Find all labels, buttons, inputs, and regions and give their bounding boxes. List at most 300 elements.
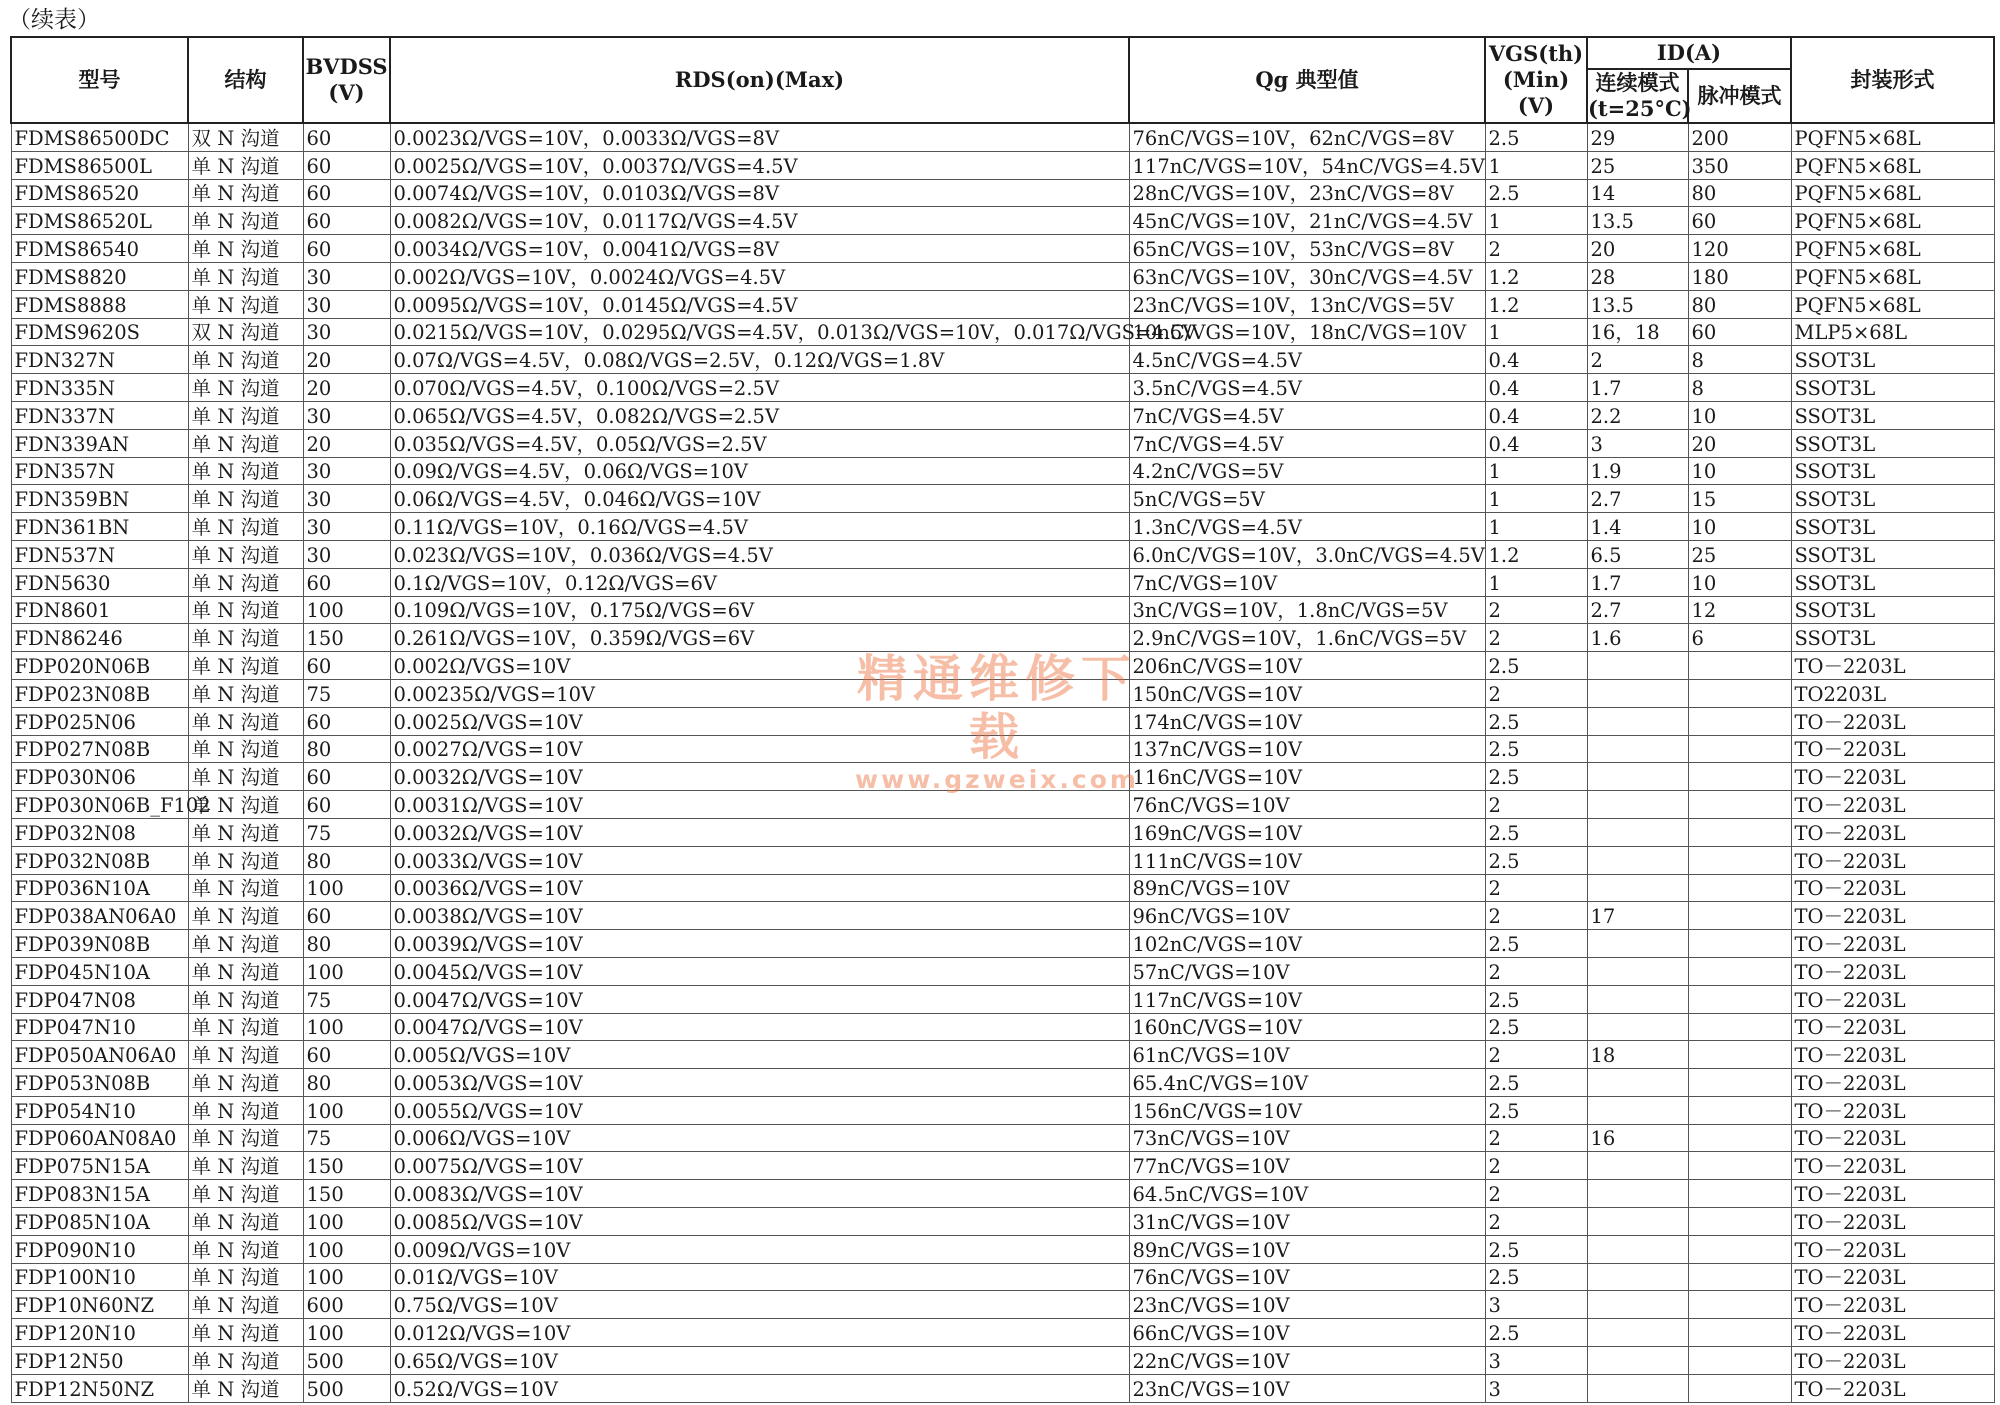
table-row <box>11 540 1994 568</box>
id-pulse-cell <box>1688 1208 1791 1236</box>
bvdss-cell: 100 <box>303 1263 390 1291</box>
id-pulse-cell <box>1688 1124 1791 1152</box>
table-row <box>11 318 1994 346</box>
id-pulse-cell: 12 <box>1688 596 1791 624</box>
table-row <box>11 985 1994 1013</box>
qg-cell: 89nC/VGS=10V <box>1129 874 1485 902</box>
package-cell: TO－2203L <box>1791 1013 1994 1041</box>
package-cell: TO－2203L <box>1791 1291 1994 1319</box>
package-cell: PQFN5×68L <box>1791 123 1994 151</box>
model-cell: FDP023N08B <box>11 679 188 707</box>
id-pulse-cell <box>1688 652 1791 680</box>
structure-cell: 单 N 沟道 <box>188 1374 303 1402</box>
structure-cell: 单 N 沟道 <box>188 679 303 707</box>
bvdss-cell: 30 <box>303 540 390 568</box>
package-cell: SSOT3L <box>1791 596 1994 624</box>
id-continuous-cell <box>1587 1347 1688 1375</box>
qg-cell: 160nC/VGS=10V <box>1129 1013 1485 1041</box>
structure-cell: 单 N 沟道 <box>188 1069 303 1097</box>
bvdss-cell: 100 <box>303 1235 390 1263</box>
qg-cell: 89nC/VGS=10V <box>1129 1235 1485 1263</box>
qg-cell: 150nC/VGS=10V <box>1129 679 1485 707</box>
bvdss-cell: 600 <box>303 1291 390 1319</box>
id-pulse-cell <box>1688 707 1791 735</box>
vgs-cell: 2.5 <box>1485 707 1587 735</box>
table-caption: （续表） <box>8 7 100 33</box>
qg-cell: 10nC/VGS=10V，18nC/VGS=10V <box>1129 318 1485 346</box>
id-pulse-cell: 10 <box>1688 457 1791 485</box>
package-cell: SSOT3L <box>1791 457 1994 485</box>
model-cell: FDN537N <box>11 540 188 568</box>
structure-cell: 单 N 沟道 <box>188 1041 303 1069</box>
vgs-cell: 3 <box>1485 1374 1587 1402</box>
id-continuous-cell: 29 <box>1587 123 1688 151</box>
vgs-cell: 1.2 <box>1485 262 1587 290</box>
table-row <box>11 1208 1994 1236</box>
vgs-cell: 2 <box>1485 235 1587 263</box>
rds-cell: 0.0023Ω/VGS=10V，0.0033Ω/VGS=8V <box>390 123 1129 151</box>
bvdss-cell: 100 <box>303 957 390 985</box>
table-row <box>11 735 1994 763</box>
qg-cell: 7nC/VGS=4.5V <box>1129 401 1485 429</box>
rds-cell: 0.0025Ω/VGS=10V <box>390 707 1129 735</box>
id-continuous-cell <box>1587 707 1688 735</box>
table-row <box>11 846 1994 874</box>
structure-cell: 单 N 沟道 <box>188 791 303 819</box>
id-continuous-cell <box>1587 874 1688 902</box>
id-continuous-cell <box>1587 1263 1688 1291</box>
structure-cell: 单 N 沟道 <box>188 902 303 930</box>
package-cell: TO－2203L <box>1791 957 1994 985</box>
bvdss-cell: 60 <box>303 902 390 930</box>
structure-cell: 单 N 沟道 <box>188 930 303 958</box>
package-cell: PQFN5×68L <box>1791 290 1994 318</box>
table-row <box>11 262 1994 290</box>
model-cell: FDMS86520 <box>11 179 188 207</box>
table-row <box>11 1124 1994 1152</box>
id-pulse-cell: 6 <box>1688 624 1791 652</box>
model-cell: FDN361BN <box>11 513 188 541</box>
structure-cell: 单 N 沟道 <box>188 596 303 624</box>
id-pulse-cell <box>1688 1319 1791 1347</box>
id-pulse-cell <box>1688 1152 1791 1180</box>
structure-cell: 单 N 沟道 <box>188 874 303 902</box>
model-cell: FDP075N15A <box>11 1152 188 1180</box>
id-continuous-cell <box>1587 930 1688 958</box>
vgs-cell: 3 <box>1485 1347 1587 1375</box>
structure-cell: 单 N 沟道 <box>188 290 303 318</box>
rds-cell: 0.0083Ω/VGS=10V <box>390 1180 1129 1208</box>
id-pulse-cell: 25 <box>1688 540 1791 568</box>
vgs-cell: 2 <box>1485 1180 1587 1208</box>
bvdss-cell: 500 <box>303 1347 390 1375</box>
header-id: ID(A) <box>1587 37 1791 69</box>
rds-cell: 0.065Ω/VGS=4.5V，0.082Ω/VGS=2.5V <box>390 401 1129 429</box>
table-row <box>11 1180 1994 1208</box>
rds-cell: 0.0038Ω/VGS=10V <box>390 902 1129 930</box>
rds-cell: 0.0075Ω/VGS=10V <box>390 1152 1129 1180</box>
bvdss-cell: 30 <box>303 318 390 346</box>
vgs-cell: 1 <box>1485 207 1587 235</box>
id-pulse-cell <box>1688 985 1791 1013</box>
table-row <box>11 1013 1994 1041</box>
rds-cell: 0.09Ω/VGS=4.5V，0.06Ω/VGS=10V <box>390 457 1129 485</box>
rds-cell: 0.06Ω/VGS=4.5V，0.046Ω/VGS=10V <box>390 485 1129 513</box>
bvdss-cell: 150 <box>303 1152 390 1180</box>
model-cell: FDP100N10 <box>11 1263 188 1291</box>
qg-cell: 45nC/VGS=10V，21nC/VGS=4.5V <box>1129 207 1485 235</box>
id-continuous-cell <box>1587 652 1688 680</box>
qg-cell: 73nC/VGS=10V <box>1129 1124 1485 1152</box>
table-row <box>11 1347 1994 1375</box>
qg-cell: 3.5nC/VGS=4.5V <box>1129 374 1485 402</box>
table-row <box>11 151 1994 179</box>
vgs-cell: 2.5 <box>1485 1096 1587 1124</box>
id-continuous-cell: 28 <box>1587 262 1688 290</box>
model-cell: FDP025N06 <box>11 707 188 735</box>
qg-cell: 96nC/VGS=10V <box>1129 902 1485 930</box>
id-pulse-cell <box>1688 1374 1791 1402</box>
bvdss-cell: 75 <box>303 679 390 707</box>
id-continuous-cell: 1.4 <box>1587 513 1688 541</box>
qg-cell: 137nC/VGS=10V <box>1129 735 1485 763</box>
id-pulse-cell <box>1688 846 1791 874</box>
vgs-cell: 2 <box>1485 791 1587 819</box>
rds-cell: 0.005Ω/VGS=10V <box>390 1041 1129 1069</box>
table-row <box>11 1096 1994 1124</box>
table-row <box>11 679 1994 707</box>
header-id-pulse: 脉冲模式 <box>1688 69 1791 123</box>
id-continuous-cell <box>1587 1013 1688 1041</box>
qg-cell: 156nC/VGS=10V <box>1129 1096 1485 1124</box>
bvdss-cell: 60 <box>303 1041 390 1069</box>
bvdss-cell: 30 <box>303 485 390 513</box>
qg-cell: 76nC/VGS=10V <box>1129 791 1485 819</box>
rds-cell: 0.0039Ω/VGS=10V <box>390 930 1129 958</box>
vgs-cell: 2 <box>1485 1152 1587 1180</box>
rds-cell: 0.006Ω/VGS=10V <box>390 1124 1129 1152</box>
structure-cell: 单 N 沟道 <box>188 846 303 874</box>
model-cell: FDN86246 <box>11 624 188 652</box>
vgs-cell: 1 <box>1485 318 1587 346</box>
rds-cell: 0.0034Ω/VGS=10V，0.0041Ω/VGS=8V <box>390 235 1129 263</box>
header-bvdss-unit: (V) <box>328 80 365 105</box>
rds-cell: 0.0215Ω/VGS=10V，0.0295Ω/VGS=4.5V，0.013Ω/VGS=10V，0.017Ω/VGS=4.5V <box>390 318 1129 346</box>
vgs-cell: 0.4 <box>1485 401 1587 429</box>
model-cell: FDP090N10 <box>11 1235 188 1263</box>
vgs-cell: 2.5 <box>1485 1263 1587 1291</box>
structure-cell: 单 N 沟道 <box>188 151 303 179</box>
id-pulse-cell <box>1688 1235 1791 1263</box>
rds-cell: 0.0032Ω/VGS=10V <box>390 818 1129 846</box>
table-row <box>11 429 1994 457</box>
bvdss-cell: 60 <box>303 568 390 596</box>
vgs-cell: 2.5 <box>1485 763 1587 791</box>
id-pulse-cell: 80 <box>1688 290 1791 318</box>
qg-cell: 4.2nC/VGS=5V <box>1129 457 1485 485</box>
id-continuous-cell: 2.7 <box>1587 596 1688 624</box>
vgs-cell: 1 <box>1485 568 1587 596</box>
id-continuous-cell <box>1587 957 1688 985</box>
model-cell: FDP10N60NZ <box>11 1291 188 1319</box>
vgs-cell: 1 <box>1485 151 1587 179</box>
bvdss-cell: 20 <box>303 429 390 457</box>
bvdss-cell: 60 <box>303 763 390 791</box>
bvdss-cell: 20 <box>303 346 390 374</box>
qg-cell: 61nC/VGS=10V <box>1129 1041 1485 1069</box>
model-cell: FDMS86500L <box>11 151 188 179</box>
structure-cell: 单 N 沟道 <box>188 1347 303 1375</box>
id-continuous-cell <box>1587 985 1688 1013</box>
vgs-cell: 2.5 <box>1485 1235 1587 1263</box>
id-pulse-cell: 15 <box>1688 485 1791 513</box>
id-pulse-cell <box>1688 1041 1791 1069</box>
id-continuous-cell <box>1587 1374 1688 1402</box>
rds-cell: 0.0032Ω/VGS=10V <box>390 763 1129 791</box>
id-pulse-cell: 180 <box>1688 262 1791 290</box>
rds-cell: 0.75Ω/VGS=10V <box>390 1291 1129 1319</box>
id-continuous-cell: 2.7 <box>1587 485 1688 513</box>
vgs-cell: 2.5 <box>1485 846 1587 874</box>
bvdss-cell: 30 <box>303 290 390 318</box>
structure-cell: 单 N 沟道 <box>188 1291 303 1319</box>
qg-cell: 7nC/VGS=4.5V <box>1129 429 1485 457</box>
id-pulse-cell <box>1688 791 1791 819</box>
bvdss-cell: 30 <box>303 513 390 541</box>
model-cell: FDN359BN <box>11 485 188 513</box>
qg-cell: 76nC/VGS=10V <box>1129 1263 1485 1291</box>
rds-cell: 0.012Ω/VGS=10V <box>390 1319 1129 1347</box>
vgs-cell: 2.5 <box>1485 1319 1587 1347</box>
package-cell: TO2203L <box>1791 679 1994 707</box>
bvdss-cell: 60 <box>303 707 390 735</box>
id-pulse-cell: 200 <box>1688 123 1791 151</box>
table-row <box>11 957 1994 985</box>
vgs-cell: 2 <box>1485 1041 1587 1069</box>
table-row <box>11 652 1994 680</box>
package-cell: PQFN5×68L <box>1791 151 1994 179</box>
vgs-cell: 2.5 <box>1485 179 1587 207</box>
structure-cell: 单 N 沟道 <box>188 429 303 457</box>
package-cell: SSOT3L <box>1791 568 1994 596</box>
header-vgs <box>1485 37 1587 123</box>
model-cell: FDP039N08B <box>11 930 188 958</box>
qg-cell: 66nC/VGS=10V <box>1129 1319 1485 1347</box>
model-cell: FDP054N10 <box>11 1096 188 1124</box>
package-cell: SSOT3L <box>1791 429 1994 457</box>
structure-cell: 单 N 沟道 <box>188 235 303 263</box>
id-pulse-cell: 350 <box>1688 151 1791 179</box>
table-row <box>11 1069 1994 1097</box>
package-cell: SSOT3L <box>1791 485 1994 513</box>
bvdss-cell: 500 <box>303 1374 390 1402</box>
structure-cell: 单 N 沟道 <box>188 485 303 513</box>
qg-cell: 77nC/VGS=10V <box>1129 1152 1485 1180</box>
bvdss-cell: 150 <box>303 1180 390 1208</box>
package-cell: SSOT3L <box>1791 540 1994 568</box>
id-pulse-cell: 10 <box>1688 513 1791 541</box>
model-cell: FDP027N08B <box>11 735 188 763</box>
vgs-cell: 2 <box>1485 1208 1587 1236</box>
id-pulse-cell <box>1688 735 1791 763</box>
table-row <box>11 1235 1994 1263</box>
bvdss-cell: 100 <box>303 1013 390 1041</box>
package-cell: TO－2203L <box>1791 874 1994 902</box>
structure-cell: 单 N 沟道 <box>188 262 303 290</box>
qg-cell: 102nC/VGS=10V <box>1129 930 1485 958</box>
rds-cell: 0.261Ω/VGS=10V，0.359Ω/VGS=6V <box>390 624 1129 652</box>
model-cell: FDP030N06B_F102 <box>11 791 188 819</box>
vgs-cell: 1 <box>1485 457 1587 485</box>
id-continuous-cell <box>1587 1319 1688 1347</box>
package-cell: SSOT3L <box>1791 624 1994 652</box>
bvdss-cell: 80 <box>303 930 390 958</box>
rds-cell: 0.07Ω/VGS=4.5V，0.08Ω/VGS=2.5V，0.12Ω/VGS=1.8V <box>390 346 1129 374</box>
bvdss-cell: 100 <box>303 1208 390 1236</box>
qg-cell: 23nC/VGS=10V <box>1129 1291 1485 1319</box>
table-row <box>11 624 1994 652</box>
id-continuous-cell <box>1587 1208 1688 1236</box>
vgs-cell: 2.5 <box>1485 123 1587 151</box>
bvdss-cell: 30 <box>303 262 390 290</box>
rds-cell: 0.0025Ω/VGS=10V，0.0037Ω/VGS=4.5V <box>390 151 1129 179</box>
structure-cell: 单 N 沟道 <box>188 401 303 429</box>
bvdss-cell: 20 <box>303 374 390 402</box>
model-cell: FDN339AN <box>11 429 188 457</box>
package-cell: SSOT3L <box>1791 401 1994 429</box>
rds-cell: 0.0036Ω/VGS=10V <box>390 874 1129 902</box>
bvdss-cell: 75 <box>303 1124 390 1152</box>
id-pulse-cell: 10 <box>1688 401 1791 429</box>
package-cell: TO－2203L <box>1791 1347 1994 1375</box>
rds-cell: 0.1Ω/VGS=10V，0.12Ω/VGS=6V <box>390 568 1129 596</box>
rds-cell: 0.0031Ω/VGS=10V <box>390 791 1129 819</box>
package-cell: TO－2203L <box>1791 1180 1994 1208</box>
vgs-cell: 2 <box>1485 679 1587 707</box>
package-cell: TO－2203L <box>1791 1124 1994 1152</box>
package-cell: TO－2203L <box>1791 985 1994 1013</box>
vgs-cell: 1 <box>1485 513 1587 541</box>
id-continuous-cell: 17 <box>1587 902 1688 930</box>
structure-cell: 单 N 沟道 <box>188 346 303 374</box>
table-row <box>11 290 1994 318</box>
structure-cell: 单 N 沟道 <box>188 568 303 596</box>
structure-cell: 单 N 沟道 <box>188 1319 303 1347</box>
structure-cell: 单 N 沟道 <box>188 457 303 485</box>
id-pulse-cell: 10 <box>1688 568 1791 596</box>
header-vgs-label: VGS(th) <box>1488 41 1584 66</box>
structure-cell: 单 N 沟道 <box>188 985 303 1013</box>
id-continuous-cell: 1.7 <box>1587 374 1688 402</box>
package-cell: TO－2203L <box>1791 1319 1994 1347</box>
id-pulse-cell: 8 <box>1688 374 1791 402</box>
package-cell: TO－2203L <box>1791 1069 1994 1097</box>
id-continuous-cell <box>1587 1291 1688 1319</box>
structure-cell: 双 N 沟道 <box>188 318 303 346</box>
qg-cell: 2.9nC/VGS=10V，1.6nC/VGS=5V <box>1129 624 1485 652</box>
package-cell: TO－2203L <box>1791 791 1994 819</box>
structure-cell: 单 N 沟道 <box>188 1263 303 1291</box>
model-cell: FDN357N <box>11 457 188 485</box>
id-continuous-cell: 14 <box>1587 179 1688 207</box>
id-pulse-cell <box>1688 818 1791 846</box>
model-cell: FDMS86500DC <box>11 123 188 151</box>
vgs-cell: 1 <box>1485 485 1587 513</box>
bvdss-cell: 60 <box>303 123 390 151</box>
id-continuous-cell <box>1587 763 1688 791</box>
id-continuous-cell <box>1587 679 1688 707</box>
id-pulse-cell <box>1688 1263 1791 1291</box>
id-pulse-cell <box>1688 679 1791 707</box>
header-id-continuous <box>1587 69 1692 123</box>
id-pulse-cell: 8 <box>1688 346 1791 374</box>
header-bvdss-label: BVDSS <box>305 54 388 79</box>
vgs-cell: 2.5 <box>1485 652 1587 680</box>
table-row <box>11 1152 1994 1180</box>
table-row <box>11 1374 1994 1402</box>
id-pulse-cell <box>1688 902 1791 930</box>
structure-cell: 单 N 沟道 <box>188 1124 303 1152</box>
model-cell: FDP12N50 <box>11 1347 188 1375</box>
model-cell: FDP020N06B <box>11 652 188 680</box>
package-cell: TO－2203L <box>1791 1152 1994 1180</box>
package-cell: SSOT3L <box>1791 346 1994 374</box>
model-cell: FDN8601 <box>11 596 188 624</box>
id-continuous-cell: 16，18 <box>1587 318 1688 346</box>
model-cell: FDMS8888 <box>11 290 188 318</box>
structure-cell: 单 N 沟道 <box>188 1208 303 1236</box>
rds-cell: 0.0047Ω/VGS=10V <box>390 1013 1129 1041</box>
qg-cell: 28nC/VGS=10V，23nC/VGS=8V <box>1129 179 1485 207</box>
qg-cell: 76nC/VGS=10V，62nC/VGS=8V <box>1129 123 1485 151</box>
vgs-cell: 2 <box>1485 957 1587 985</box>
model-cell: FDN327N <box>11 346 188 374</box>
table-row <box>11 596 1994 624</box>
header-package: 封装形式 <box>1791 37 1994 123</box>
bvdss-cell: 60 <box>303 179 390 207</box>
model-cell: FDP045N10A <box>11 957 188 985</box>
structure-cell: 单 N 沟道 <box>188 957 303 985</box>
id-continuous-cell: 1.7 <box>1587 568 1688 596</box>
id-continuous-cell: 13.5 <box>1587 207 1688 235</box>
package-cell: TO－2203L <box>1791 1041 1994 1069</box>
rds-cell: 0.0053Ω/VGS=10V <box>390 1069 1129 1097</box>
qg-cell: 6.0nC/VGS=10V，3.0nC/VGS=4.5V <box>1129 540 1485 568</box>
id-pulse-cell <box>1688 1347 1791 1375</box>
id-continuous-cell: 3 <box>1587 429 1688 457</box>
package-cell: PQFN5×68L <box>1791 207 1994 235</box>
model-cell: FDMS86540 <box>11 235 188 263</box>
structure-cell: 单 N 沟道 <box>188 179 303 207</box>
qg-cell: 1.3nC/VGS=4.5V <box>1129 513 1485 541</box>
vgs-cell: 2 <box>1485 1124 1587 1152</box>
package-cell: PQFN5×68L <box>1791 179 1994 207</box>
vgs-cell: 0.4 <box>1485 374 1587 402</box>
vgs-cell: 1.2 <box>1485 540 1587 568</box>
model-cell: FDP038AN06A0 <box>11 902 188 930</box>
model-cell: FDP032N08B <box>11 846 188 874</box>
qg-cell: 206nC/VGS=10V <box>1129 652 1485 680</box>
model-cell: FDP047N08 <box>11 985 188 1013</box>
id-continuous-cell: 1.9 <box>1587 457 1688 485</box>
vgs-cell: 3 <box>1485 1291 1587 1319</box>
rds-cell: 0.52Ω/VGS=10V <box>390 1374 1129 1402</box>
watermark-name: 精通维修下载 <box>857 650 1137 766</box>
qg-cell: 116nC/VGS=10V <box>1129 763 1485 791</box>
structure-cell: 单 N 沟道 <box>188 652 303 680</box>
header-id-continuous-note: (t=25°C) <box>1588 96 1692 121</box>
structure-cell: 双 N 沟道 <box>188 123 303 151</box>
